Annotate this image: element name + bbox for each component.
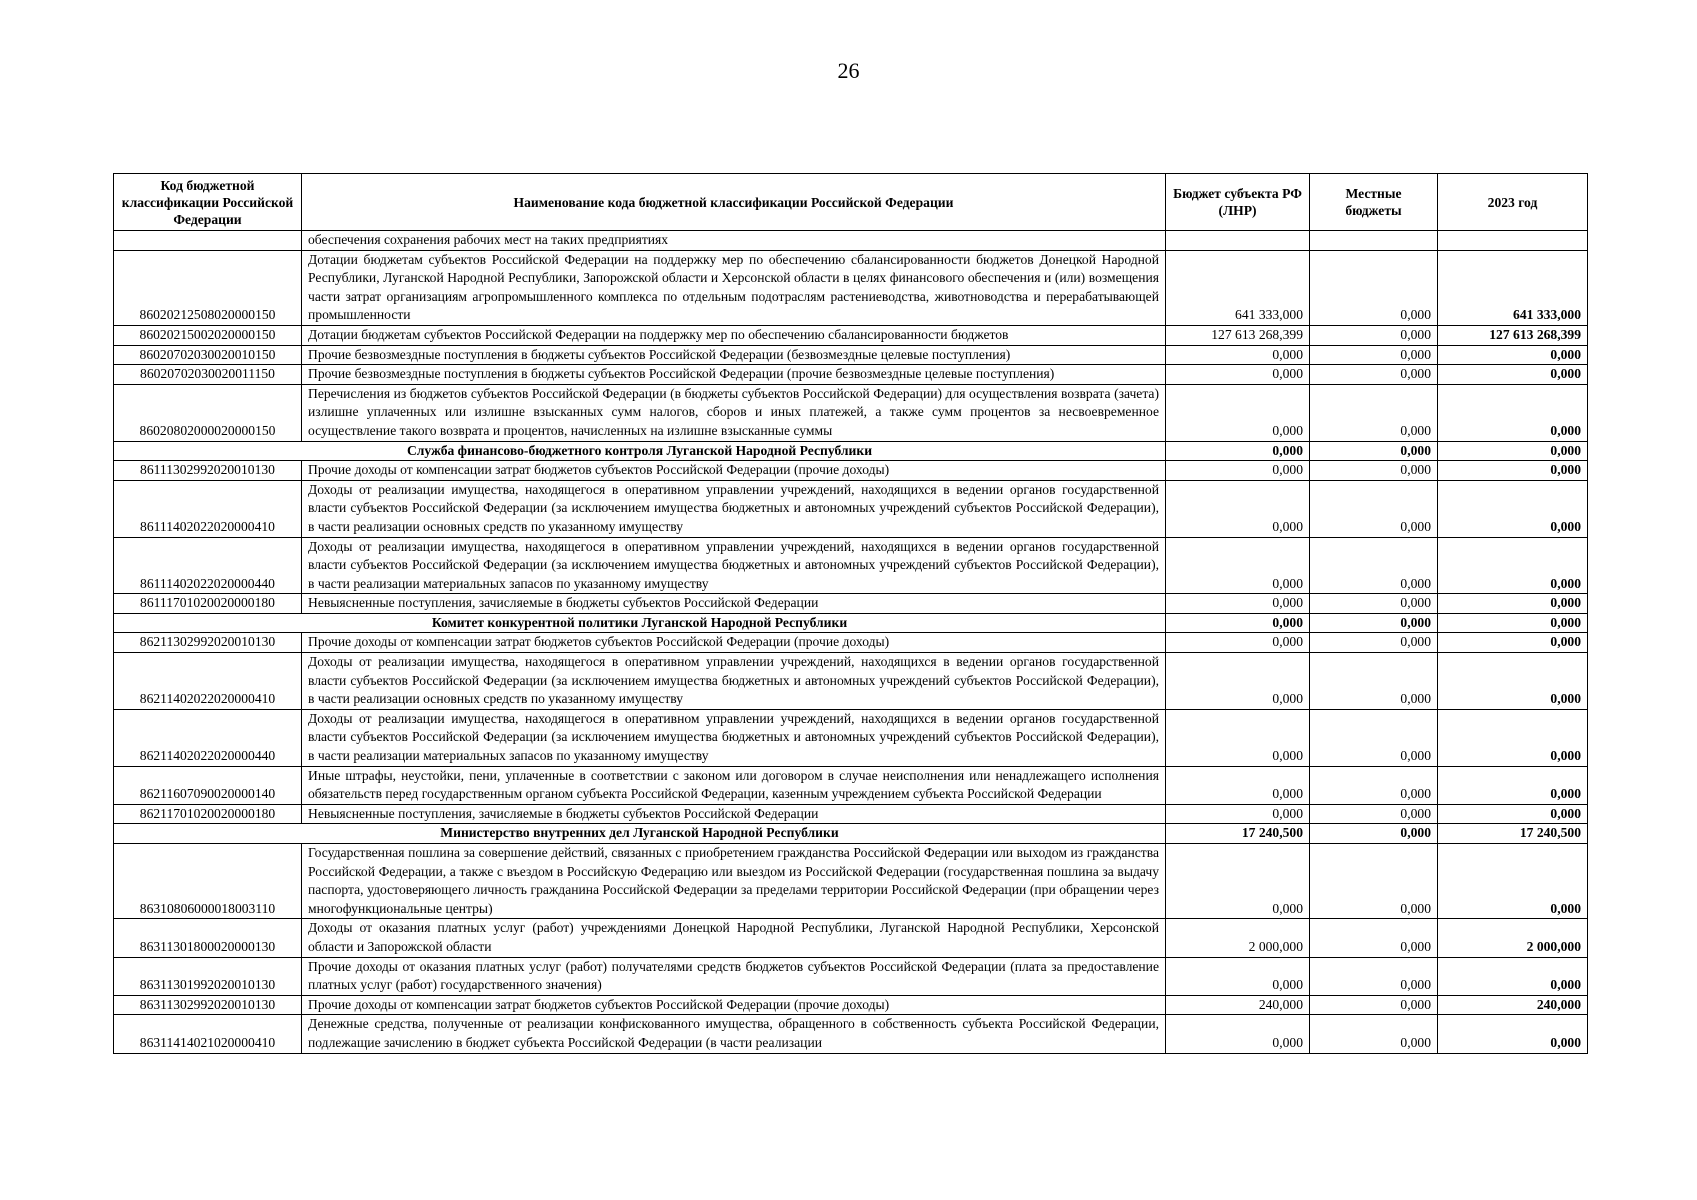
budget-code-cell: 86111302992020010130 (114, 461, 302, 481)
header-rf-budget: Бюджет субъекта РФ (ЛНР) (1166, 174, 1310, 231)
table-row (114, 766, 1588, 804)
local-budget-cell: 0,000 (1310, 365, 1438, 385)
rf-budget-cell: 0,000 (1166, 633, 1310, 653)
budget-name-cell: Доходы от оказания платных услуг (работ) учреждениями Донецкой Народной Республики, Луганской Народной Республики, Херсонской области и Запорожской области (302, 919, 1166, 957)
budget-name-cell: Дотации бюджетам субъектов Российской Федерации на поддержку мер по обеспечению сбалансированности бюджетов Донецкой Народной Республики, Луганской Народной Республики, Запорожской области и Херсонской области в целях финансового обеспечения и (или) возмещения части затрат организациям агропромышленного комплекса по отдельным подотраслям растениеводства, животноводства и перерабатывающей промышленности (302, 250, 1166, 325)
year-total-cell: 0,000 (1438, 633, 1588, 653)
budget-code-cell: 86211607090020000140 (114, 766, 302, 804)
budget-code-cell: 86211402022020000410 (114, 653, 302, 710)
year-total-cell: 17 240,500 (1438, 824, 1588, 844)
local-budget-cell: 0,000 (1310, 1015, 1438, 1053)
section-header-row (114, 441, 1588, 461)
local-budget-cell: 0,000 (1310, 613, 1438, 633)
budget-code-cell: 86111402022020000440 (114, 537, 302, 594)
budget-name-cell: Государственная пошлина за совершение действий, связанных с приобретением гражданства Российской Федерации или выходом из гражданства Российской Федерации, а также с въездом в Российскую Федерацию или выездом из Российской Федерации (государственная пошлина за выдачу паспорта, удостоверяющего личность гражданина Российской Федерации за пределами территории Российской Федерации (при обращении через многофункциональные центры) (302, 844, 1166, 919)
budget-code-cell: 86211402022020000440 (114, 709, 302, 766)
local-budget-cell: 0,000 (1310, 844, 1438, 919)
continuation-row (114, 231, 1588, 251)
budget-name-cell: Невыясненные поступления, зачисляемые в бюджеты субъектов Российской Федерации (302, 804, 1166, 824)
budget-code-cell: 86020802000020000150 (114, 384, 302, 441)
rf-budget-cell: 0,000 (1166, 844, 1310, 919)
budget-name-cell: Доходы от реализации имущества, находящегося в оперативном управлении учреждений, находящихся в ведении органов государственной власти субъектов Российской Федерации (за исключением имущества бюджетных и автономных учреждений субъектов Российской Федерации), в части реализации основных средств по указанному имуществу (302, 653, 1166, 710)
header-name: Наименование кода бюджетной классификации Российской Федерации (302, 174, 1166, 231)
table-row (114, 957, 1588, 995)
rf-budget-cell: 0,000 (1166, 365, 1310, 385)
table-body (114, 231, 1588, 1054)
rf-budget-cell: 0,000 (1166, 804, 1310, 824)
budget-name-cell: Прочие безвозмездные поступления в бюджеты субъектов Российской Федерации (безвозмездные целевые поступления) (302, 345, 1166, 365)
local-budget-cell: 0,000 (1310, 480, 1438, 537)
rf-budget-cell: 0,000 (1166, 766, 1310, 804)
table-row (114, 325, 1588, 345)
budget-code-cell: 86020215002020000150 (114, 325, 302, 345)
budget-code-cell: 86311301992020010130 (114, 957, 302, 995)
table-row (114, 995, 1588, 1015)
local-budget-cell: 0,000 (1310, 537, 1438, 594)
rf-budget-cell: 0,000 (1166, 480, 1310, 537)
table-row (114, 653, 1588, 710)
table-row (114, 633, 1588, 653)
section-header-row (114, 613, 1588, 633)
local-budget-cell: 0,000 (1310, 995, 1438, 1015)
rf-budget-cell: 0,000 (1166, 345, 1310, 365)
year-total-cell: 240,000 (1438, 995, 1588, 1015)
local-budget-cell: 0,000 (1310, 461, 1438, 481)
year-total-cell: 641 333,000 (1438, 250, 1588, 325)
header-row (114, 174, 1588, 231)
year-total-cell: 2 000,000 (1438, 919, 1588, 957)
budget-name-cell: Доходы от реализации имущества, находящегося в оперативном управлении учреждений, находящихся в ведении органов государственной власти субъектов Российской Федерации (за исключением имущества бюджетных и автономных учреждений субъектов Российской Федерации), в части реализации материальных запасов по указанному имуществу (302, 709, 1166, 766)
rf-budget-cell: 0,000 (1166, 537, 1310, 594)
budget-code-cell: 86111701020020000180 (114, 594, 302, 614)
year-total-cell: 0,000 (1438, 480, 1588, 537)
local-budget-cell: 0,000 (1310, 919, 1438, 957)
year-total-cell (1438, 231, 1588, 251)
rf-budget-cell: 0,000 (1166, 613, 1310, 633)
section-title: Комитет конкурентной политики Луганской Народной Республики (114, 613, 1166, 633)
year-total-cell: 0,000 (1438, 461, 1588, 481)
budget-code-cell: 86111402022020000410 (114, 480, 302, 537)
rf-budget-cell: 0,000 (1166, 384, 1310, 441)
year-total-cell: 0,000 (1438, 594, 1588, 614)
budget-code-cell: 86211302992020010130 (114, 633, 302, 653)
year-total-cell: 0,000 (1438, 844, 1588, 919)
rf-budget-cell (1166, 231, 1310, 251)
year-total-cell: 127 613 268,399 (1438, 325, 1588, 345)
budget-code-cell: 86020702030020010150 (114, 345, 302, 365)
budget-name-cell: обеспечения сохранения рабочих мест на таких предприятиях (302, 231, 1166, 251)
budget-classification-table (113, 173, 1588, 1054)
local-budget-cell: 0,000 (1310, 766, 1438, 804)
table-row (114, 709, 1588, 766)
local-budget-cell: 0,000 (1310, 594, 1438, 614)
year-total-cell: 0,000 (1438, 365, 1588, 385)
budget-name-cell: Прочие доходы от компенсации затрат бюджетов субъектов Российской Федерации (прочие доходы) (302, 995, 1166, 1015)
section-title: Министерство внутренних дел Луганской Народной Республики (114, 824, 1166, 844)
local-budget-cell: 0,000 (1310, 345, 1438, 365)
rf-budget-cell: 0,000 (1166, 461, 1310, 481)
budget-name-cell: Доходы от реализации имущества, находящегося в оперативном управлении учреждений, находящихся в ведении органов государственной власти субъектов Российской Федерации (за исключением имущества бюджетных и автономных учреждений субъектов Российской Федерации), в части реализации основных средств по указанному имуществу (302, 480, 1166, 537)
section-title: Служба финансово-бюджетного контроля Луганской Народной Республики (114, 441, 1166, 461)
budget-name-cell: Иные штрафы, неустойки, пени, уплаченные в соответствии с законом или договором в случае неисполнения или ненадлежащего исполнения обязательств перед государственным органом субъекта Российской Федерации, казенным учреждением субъекта Российской Федерации (302, 766, 1166, 804)
year-total-cell: 0,000 (1438, 653, 1588, 710)
page-number: 26 (837, 58, 860, 83)
year-total-cell: 0,000 (1438, 766, 1588, 804)
year-total-cell: 0,000 (1438, 804, 1588, 824)
budget-code-cell: 86310806000018003110 (114, 844, 302, 919)
rf-budget-cell: 127 613 268,399 (1166, 325, 1310, 345)
budget-name-cell: Дотации бюджетам субъектов Российской Федерации на поддержку мер по обеспечению сбалансированности бюджетов (302, 325, 1166, 345)
local-budget-cell: 0,000 (1310, 325, 1438, 345)
table-row (114, 1015, 1588, 1053)
rf-budget-cell: 641 333,000 (1166, 250, 1310, 325)
local-budget-cell: 0,000 (1310, 709, 1438, 766)
rf-budget-cell: 0,000 (1166, 709, 1310, 766)
table-row (114, 345, 1588, 365)
table-row (114, 804, 1588, 824)
budget-name-cell: Прочие доходы от компенсации затрат бюджетов субъектов Российской Федерации (прочие доходы) (302, 633, 1166, 653)
rf-budget-cell: 17 240,500 (1166, 824, 1310, 844)
budget-code-cell: 86311301800020000130 (114, 919, 302, 957)
table-row (114, 844, 1588, 919)
rf-budget-cell: 0,000 (1166, 1015, 1310, 1053)
local-budget-cell: 0,000 (1310, 957, 1438, 995)
budget-name-cell: Прочие доходы от оказания платных услуг (работ) получателями средств бюджетов субъектов Российской Федерации (плата за предоставление платных услуг (работ) государственного значения) (302, 957, 1166, 995)
budget-code-cell (114, 231, 302, 251)
table-row (114, 384, 1588, 441)
budget-code-cell: 86020702030020011150 (114, 365, 302, 385)
budget-name-cell: Невыясненные поступления, зачисляемые в бюджеты субъектов Российской Федерации (302, 594, 1166, 614)
table-row (114, 480, 1588, 537)
table-header (114, 174, 1588, 231)
rf-budget-cell: 2 000,000 (1166, 919, 1310, 957)
year-total-cell: 0,000 (1438, 345, 1588, 365)
local-budget-cell: 0,000 (1310, 804, 1438, 824)
local-budget-cell: 0,000 (1310, 633, 1438, 653)
local-budget-cell: 0,000 (1310, 250, 1438, 325)
budget-name-cell: Перечисления из бюджетов субъектов Российской Федерации (в бюджеты субъектов Российской Федерации) для осуществления возврата (зачета) излишне уплаченных или излишне взысканных сумм налогов, сборов и иных платежей, а также сумм процентов за несвоевременное осуществление такого возврата и процентов, начисленных на излишне взысканные суммы (302, 384, 1166, 441)
table-row (114, 537, 1588, 594)
table-row (114, 461, 1588, 481)
rf-budget-cell: 240,000 (1166, 995, 1310, 1015)
budget-name-cell: Прочие доходы от компенсации затрат бюджетов субъектов Российской Федерации (прочие доходы) (302, 461, 1166, 481)
year-total-cell: 0,000 (1438, 957, 1588, 995)
header-year: 2023 год (1438, 174, 1588, 231)
local-budget-cell: 0,000 (1310, 441, 1438, 461)
table-row (114, 919, 1588, 957)
year-total-cell: 0,000 (1438, 709, 1588, 766)
table-row (114, 594, 1588, 614)
year-total-cell: 0,000 (1438, 613, 1588, 633)
table-row (114, 365, 1588, 385)
local-budget-cell: 0,000 (1310, 653, 1438, 710)
section-header-row (114, 824, 1588, 844)
header-code: Код бюджетной классификации Российской Федерации (114, 174, 302, 231)
local-budget-cell (1310, 231, 1438, 251)
local-budget-cell: 0,000 (1310, 384, 1438, 441)
table-row (114, 250, 1588, 325)
budget-name-cell: Прочие безвозмездные поступления в бюджеты субъектов Российской Федерации (прочие безвозмездные целевые поступления) (302, 365, 1166, 385)
budget-code-cell: 86311414021020000410 (114, 1015, 302, 1053)
rf-budget-cell: 0,000 (1166, 594, 1310, 614)
budget-code-cell: 86311302992020010130 (114, 995, 302, 1015)
budget-code-cell: 86020212508020000150 (114, 250, 302, 325)
year-total-cell: 0,000 (1438, 537, 1588, 594)
local-budget-cell: 0,000 (1310, 824, 1438, 844)
budget-name-cell: Доходы от реализации имущества, находящегося в оперативном управлении учреждений, находящихся в ведении органов государственной власти субъектов Российской Федерации (за исключением имущества бюджетных и автономных учреждений субъектов Российской Федерации), в части реализации материальных запасов по указанному имуществу (302, 537, 1166, 594)
budget-code-cell: 86211701020020000180 (114, 804, 302, 824)
year-total-cell: 0,000 (1438, 1015, 1588, 1053)
year-total-cell: 0,000 (1438, 441, 1588, 461)
rf-budget-cell: 0,000 (1166, 957, 1310, 995)
header-local-budgets: Местные бюджеты (1310, 174, 1438, 231)
rf-budget-cell: 0,000 (1166, 441, 1310, 461)
year-total-cell: 0,000 (1438, 384, 1588, 441)
rf-budget-cell: 0,000 (1166, 653, 1310, 710)
budget-name-cell: Денежные средства, полученные от реализации конфискованного имущества, обращенного в собственность субъекта Российской Федерации, подлежащие зачислению в бюджет субъекта Российской Федерации (в части реализации (302, 1015, 1166, 1053)
